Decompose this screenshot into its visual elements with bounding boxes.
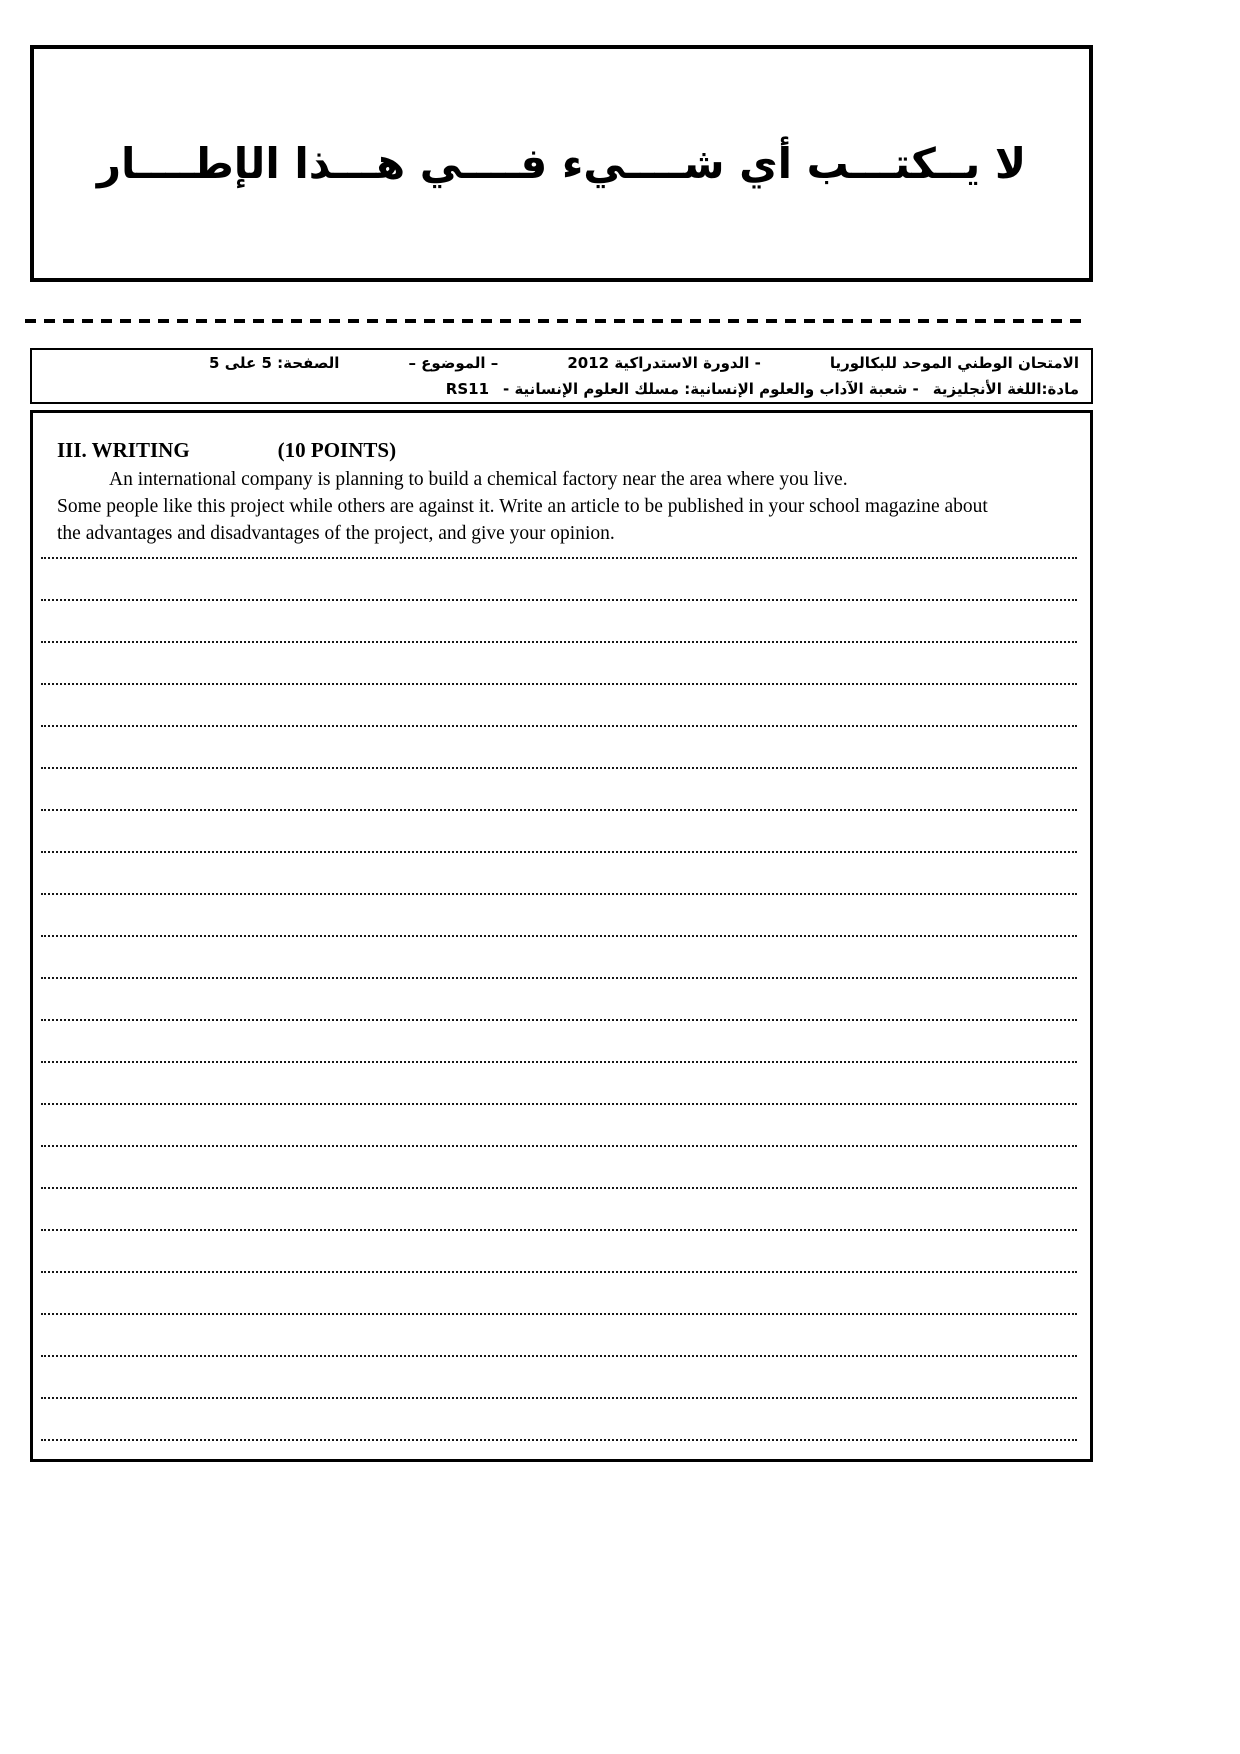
exam-topic-marker: – الموضوع – [408, 354, 499, 372]
answer-line [41, 1147, 1077, 1189]
do-not-write-frame [30, 45, 1093, 282]
page-indicator: الصفحة: 5 على 5 [209, 354, 340, 372]
section-points: (10 POINTS) [277, 438, 397, 462]
answer-lines [41, 517, 1077, 1441]
answer-line [41, 1105, 1077, 1147]
answer-line [41, 1189, 1077, 1231]
exam-stream: - شعبة الآداب والعلوم الإنسانية: مسلك العلوم الإنسانية - [503, 380, 919, 398]
section-title: III. WRITING [57, 438, 190, 462]
answer-line [41, 517, 1077, 559]
answer-line [41, 937, 1077, 979]
exam-session: - الدورة الاستدراكية 2012 [567, 354, 761, 372]
exam-subject: مادة:اللغة الأنجليزية [932, 380, 1079, 398]
exam-code: RS11 [445, 380, 490, 398]
exam-header-row-1 [44, 354, 1079, 372]
answer-line [41, 769, 1077, 811]
exam-header-row-2 [44, 380, 1079, 398]
answer-line [41, 1273, 1077, 1315]
answer-line [41, 559, 1077, 601]
answer-line [41, 853, 1077, 895]
answer-line [41, 685, 1077, 727]
answer-line [41, 1357, 1077, 1399]
answer-line [41, 811, 1077, 853]
answer-line [41, 895, 1077, 937]
answer-line [41, 1021, 1077, 1063]
answer-line [41, 601, 1077, 643]
answer-line [41, 727, 1077, 769]
dashed-separator [25, 319, 1083, 323]
answer-line [41, 643, 1077, 685]
answer-line [41, 1063, 1077, 1105]
writing-section-box [30, 410, 1093, 1462]
writing-prompt-line1: An international company is planning to build a chemical factory near the area where you live. [109, 469, 848, 490]
writing-prompt-rest: Some people like this project while others are against it. Write an article to be published in your school magazine about the advantages and disadvantages of the project, and give your opinion. [57, 496, 988, 544]
writing-section-heading [57, 438, 1090, 463]
answer-line [41, 1315, 1077, 1357]
answer-line [41, 1399, 1077, 1441]
answer-line [41, 979, 1077, 1021]
exam-title: الامتحان الوطني الموحد للبكالوريا [829, 354, 1079, 372]
exam-header-box [30, 348, 1093, 404]
answer-line [41, 1231, 1077, 1273]
do-not-write-notice: لا يــكتـــب أي شــــيء فــــي هـــذا الإطــــار [96, 139, 1027, 188]
